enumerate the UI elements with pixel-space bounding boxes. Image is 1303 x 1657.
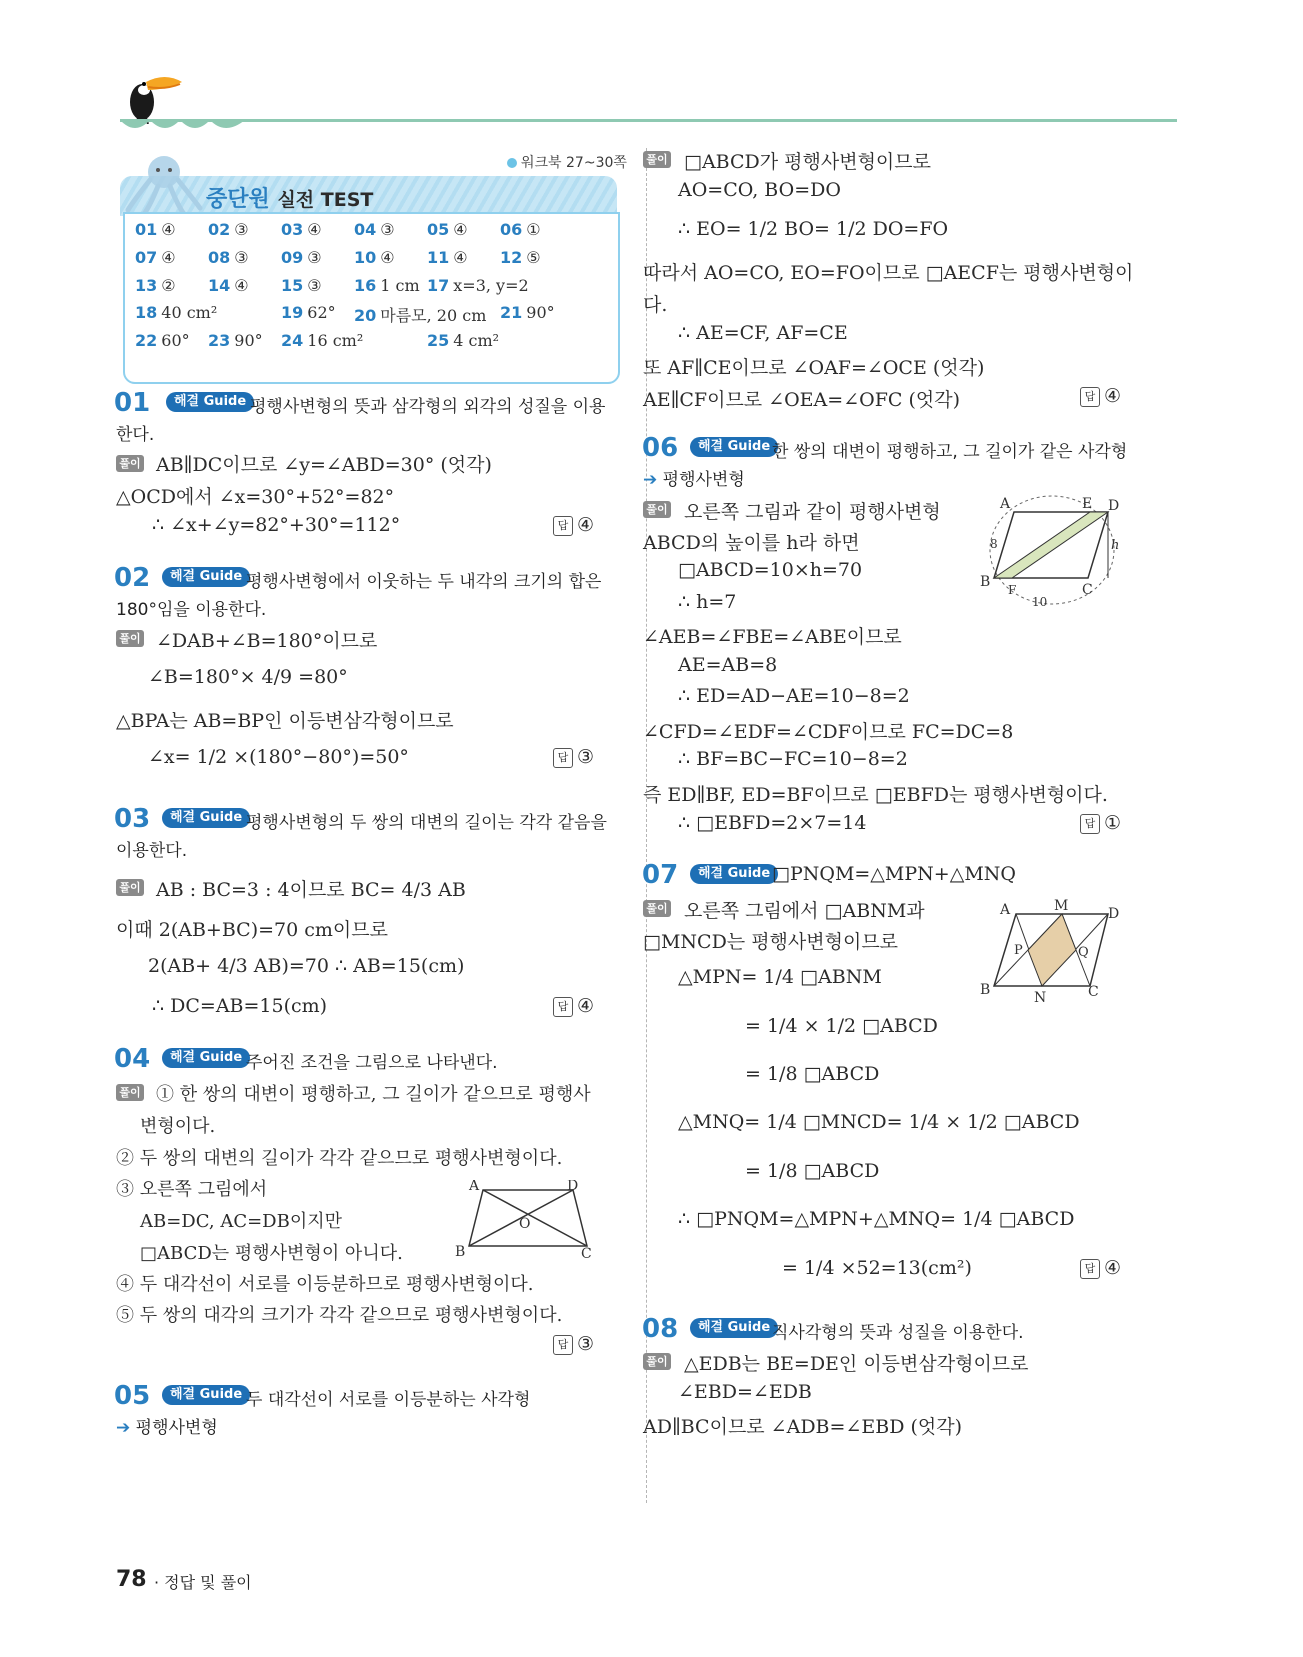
solution-line: △EDB는 BE=DE인 이등변삼각형이므로: [684, 1353, 1029, 1375]
answer-item: [427, 220, 468, 239]
solution-line: △BPA는 AB=BP인 이등변삼각형이므로: [116, 710, 454, 732]
question-number: 01: [114, 388, 151, 418]
solution-badge: 풀이: [116, 879, 144, 896]
solution-line: ∴ BF=BC−FC=10−8=2: [678, 748, 908, 770]
answer-icon: 답: [553, 997, 573, 1017]
point-label-N: N: [1034, 990, 1047, 1006]
answer-number: 25: [427, 331, 450, 350]
solution-line: 다.: [643, 294, 668, 316]
solution-line: 또 AF∥CE이므로 ∠OAF=∠OCE (엇각): [643, 357, 985, 379]
solution-badge: 풀이: [643, 501, 671, 518]
solution-line: 이때 2(AB+BC)=70 cm이므로: [116, 919, 388, 941]
final-answer: 답 ④: [1080, 1257, 1121, 1279]
guide-text-cont: ➔ 평행사변형: [643, 470, 745, 490]
answer-number: 06: [500, 220, 523, 239]
solution-line: ④ 두 대각선이 서로를 이등분하므로 평행사변형이다.: [116, 1274, 534, 1295]
solution-line: ∴ AE=CF, AF=CE: [678, 322, 848, 344]
solution-line: ② 두 쌍의 대변의 길이가 각각 같으므로 평행사변형이다.: [116, 1148, 563, 1169]
side-label-8: 8: [990, 537, 998, 551]
answer-item: [135, 248, 176, 267]
final-answer: 답 ④: [553, 995, 594, 1017]
column-divider: [646, 148, 647, 1503]
answer-icon: 답: [553, 516, 573, 536]
point-label-A: A: [1000, 496, 1011, 512]
question-number: 08: [642, 1314, 679, 1344]
answer-value: ④: [307, 220, 322, 239]
arrow-icon: ➔: [116, 1418, 131, 1438]
answer-icon: 답: [553, 1335, 573, 1355]
answer-item: [208, 220, 249, 239]
answer-value: ④: [453, 220, 468, 239]
guide-badge: 해결 Guide: [690, 864, 778, 884]
final-answer: 답 ④: [553, 514, 594, 536]
toucan-illustration: [120, 72, 192, 124]
solution-line: AE=AB=8: [678, 654, 778, 676]
answer-item: [354, 303, 486, 326]
q04-figure: [455, 1180, 595, 1260]
guide-text: 평행사변형에서 이웃하는 두 내각의 크기의 합은: [246, 572, 602, 592]
q06-figure: [980, 494, 1125, 612]
answer-number: 09: [281, 248, 304, 267]
solution-line: AE∥CF이므로 ∠OEA=∠OFC (엇각): [643, 389, 960, 411]
answer-number: 10: [354, 248, 377, 267]
answer-value: ⑤: [526, 248, 541, 267]
guide-text-cont: ➔ 평행사변형: [116, 1418, 218, 1438]
answer-number: 08: [208, 248, 231, 267]
answer-value: ③: [380, 220, 395, 239]
answer-value: 16 cm²: [307, 331, 364, 350]
answer-value: ③: [307, 248, 322, 267]
answer-value: ④: [234, 276, 249, 295]
answer-icon: 답: [1080, 387, 1100, 407]
solution-line: ∴ DC=AB=15(cm): [152, 995, 328, 1017]
solution-line: △MPN= 1/4 □ABNM: [678, 966, 882, 988]
q07-figure: [980, 896, 1125, 1006]
answer-item: [354, 276, 420, 295]
point-label-B: B: [980, 574, 991, 590]
solution-badge: 풀이: [116, 455, 144, 472]
solution-line: = 1/8 □ABCD: [745, 1160, 880, 1182]
answer-number: 03: [281, 220, 304, 239]
point-label-Q: Q: [1078, 945, 1089, 960]
answer-number: 01: [135, 220, 158, 239]
guide-badge: 해결 Guide: [166, 392, 254, 412]
solution-badge: 풀이: [116, 1084, 144, 1101]
page-number: 78: [116, 1567, 147, 1592]
answer-number: 05: [427, 220, 450, 239]
guide-text: 평행사변형의 뜻과 삼각형의 외각의 성질을 이용: [250, 397, 606, 417]
guide-badge: 해결 Guide: [162, 1048, 250, 1068]
point-label-M: M: [1054, 898, 1069, 914]
question-number: 02: [114, 563, 151, 593]
guide-badge: 해결 Guide: [690, 1318, 778, 1338]
solution-line: = 1/4 ×52=13(cm²): [782, 1257, 972, 1279]
workbook-reference: 워크북 27~30쪽: [507, 152, 627, 172]
height-label: h: [1111, 538, 1120, 553]
solution-line: ∴ EO= 1/2 BO= 1/2 DO=FO: [678, 218, 949, 240]
guide-badge: 해결 Guide: [162, 808, 250, 828]
answer-value: ②: [161, 276, 176, 295]
question-number: 04: [114, 1044, 151, 1074]
answer-value: 90°: [234, 331, 263, 350]
answer-item: [135, 331, 190, 350]
solution-line: ∴ □EBFD=2×7=14: [678, 812, 867, 834]
solution-badge: 풀이: [116, 630, 144, 647]
answer-item: [208, 248, 249, 267]
octopus-illustration: [124, 150, 204, 216]
solution-line: = 1/8 □ABCD: [745, 1063, 880, 1085]
guide-text: 직사각형의 뜻과 성질을 이용한다.: [772, 1323, 1024, 1343]
answer-item: [427, 248, 468, 267]
answer-item: [135, 276, 176, 295]
question-number: 05: [114, 1381, 151, 1411]
point-label-F: F: [1008, 583, 1017, 597]
answer-item: [500, 220, 541, 239]
solution-line: 2(AB+ 4/3 AB)=70 ∴ AB=15(cm): [148, 955, 465, 977]
answer-item: [281, 276, 322, 295]
point-label-E: E: [1082, 496, 1093, 512]
solution-line: ∠AEB=∠FBE=∠ABE이므로: [643, 626, 902, 648]
solution-line: □ABCD는 평행사변형이 아니다.: [140, 1243, 403, 1264]
answer-number: 22: [135, 331, 158, 350]
solution-line: = 1/4 × 1/2 □ABCD: [745, 1015, 938, 1037]
solution-line: AB=DC, AC=DB이지만: [140, 1211, 342, 1232]
solution-line: 오른쪽 그림과 같이 평행사변형: [684, 501, 941, 523]
solution-line: 변형이다.: [140, 1116, 216, 1137]
answer-number: 23: [208, 331, 231, 350]
point-label-D: D: [1108, 906, 1120, 922]
guide-badge: 해결 Guide: [162, 1385, 250, 1405]
question-number: 07: [642, 860, 679, 890]
point-label-D: D: [567, 1180, 579, 1194]
answer-item: [427, 331, 499, 350]
final-answer: 답 ③: [553, 1333, 594, 1355]
solution-line: ABCD의 높이를 h라 하면: [643, 532, 860, 554]
guide-text: 평행사변형의 두 쌍의 대변의 길이는 각각 같음을: [246, 813, 607, 833]
final-answer: 답 ③: [553, 746, 594, 768]
solution-line: ∴ ∠x+∠y=82°+30°=112°: [152, 514, 401, 536]
solution-line: AO=CO, BO=DO: [678, 179, 841, 201]
answer-number: 18: [135, 303, 158, 322]
point-label-D: D: [1108, 498, 1120, 514]
answer-item: [135, 220, 176, 239]
solution-line: 오른쪽 그림에서 □ABNM과: [684, 900, 925, 922]
guide-badge: 해결 Guide: [162, 567, 250, 587]
answer-value: ①: [526, 220, 541, 239]
answer-item: [354, 248, 395, 267]
arrow-icon: ➔: [643, 470, 658, 490]
answer-number: 15: [281, 276, 304, 295]
point-label-O: O: [519, 1216, 531, 1232]
answer-number: 20: [354, 306, 377, 325]
answer-value: 60°: [161, 331, 190, 350]
answer-value: 4 cm²: [453, 331, 500, 350]
guide-badge: 해결 Guide: [690, 437, 778, 457]
answer-number: 17: [427, 276, 450, 295]
answer-item: [135, 303, 217, 322]
solution-line: ∴ h=7: [678, 591, 737, 613]
answer-number: 14: [208, 276, 231, 295]
answer-value: ④: [161, 220, 176, 239]
solution-line: ∴ □PNQM=△MPN+△MNQ= 1/4 □ABCD: [678, 1208, 1075, 1230]
answer-value: x=3, y=2: [453, 276, 529, 295]
point-label-B: B: [455, 1244, 466, 1260]
answer-value: 40 cm²: [161, 303, 218, 322]
answer-item: [500, 248, 541, 267]
solution-line: □MNCD는 평행사변형이므로: [643, 931, 899, 953]
answer-item: [208, 331, 263, 350]
point-label-B: B: [980, 982, 991, 998]
answer-item: [208, 276, 249, 295]
answer-item: [427, 276, 529, 295]
answer-item: [281, 248, 322, 267]
answer-item: [500, 303, 555, 322]
solution-badge: 풀이: [643, 151, 671, 168]
answer-icon: 답: [1080, 1259, 1100, 1279]
solution-line: △MNQ= 1/4 □MNCD= 1/4 × 1/2 □ABCD: [678, 1111, 1080, 1133]
solution-line: 즉 ED∥BF, ED=BF이므로 □EBFD는 평행사변형이다.: [643, 784, 1108, 806]
header-wave-decoration: [120, 120, 245, 136]
guide-text: 한 쌍의 대변이 평행하고, 그 길이가 같은 사각형: [772, 442, 1128, 462]
final-answer: 답 ①: [1080, 812, 1121, 834]
answer-item: [281, 303, 336, 322]
header-rule: [120, 119, 1177, 122]
point-label-C: C: [1082, 582, 1093, 598]
point-label-P: P: [1014, 943, 1023, 958]
solution-line: ∠x= 1/2 ×(180°−80°)=50°: [148, 746, 409, 768]
guide-text: 두 대각선이 서로를 이등분하는 사각형: [246, 1390, 531, 1410]
answer-value: 90°: [526, 303, 555, 322]
guide-text: 주어진 조건을 그림으로 나타낸다.: [246, 1053, 498, 1073]
answer-value: ④: [161, 248, 176, 267]
answer-value: ③: [234, 220, 249, 239]
solution-line: □ABCD=10×h=70: [678, 559, 863, 581]
guide-text-cont: 180°임을 이용한다.: [116, 600, 267, 620]
answer-number: 12: [500, 248, 523, 267]
guide-text-cont: 한다.: [116, 425, 155, 445]
answer-item: [281, 220, 322, 239]
answer-value: 마름모, 20 cm: [380, 306, 487, 325]
solution-line: AD∥BC이므로 ∠ADB=∠EBD (엇각): [643, 1416, 963, 1438]
answer-value: ④: [380, 248, 395, 267]
answer-value: ③: [307, 276, 322, 295]
question-number: 06: [642, 433, 679, 463]
answer-item: [281, 331, 363, 350]
point-label-C: C: [1088, 984, 1099, 1000]
solution-line: ∠B=180°× 4/9 =80°: [148, 666, 348, 688]
answer-number: 02: [208, 220, 231, 239]
point-label-A: A: [469, 1180, 480, 1194]
solution-line: ③ 오른쪽 그림에서: [116, 1179, 268, 1200]
answer-number: 24: [281, 331, 304, 350]
point-label-C: C: [581, 1246, 592, 1260]
answer-number: 04: [354, 220, 377, 239]
bullet-icon: [507, 158, 517, 168]
answer-value: 62°: [307, 303, 336, 322]
answer-number: 07: [135, 248, 158, 267]
solution-badge: 풀이: [643, 900, 671, 917]
answer-value: ④: [453, 248, 468, 267]
point-label-A: A: [1000, 902, 1011, 918]
solution-line: ① 한 쌍의 대변이 평행하고, 그 길이가 같으므로 평행사: [156, 1084, 591, 1105]
answer-value: ③: [234, 248, 249, 267]
guide-text-cont: 이용한다.: [116, 841, 188, 861]
answer-number: 11: [427, 248, 450, 267]
section-title: 중단원 실전 TEST: [206, 187, 374, 212]
solution-line: △OCD에서 ∠x=30°+52°=82°: [116, 486, 395, 508]
answer-number: 21: [500, 303, 523, 322]
answer-value: 1 cm: [380, 276, 420, 295]
guide-text: □PNQM=△MPN+△MNQ: [772, 863, 1016, 885]
answer-icon: 답: [1080, 814, 1100, 834]
solution-line: ∠EBD=∠EDB: [678, 1381, 812, 1403]
answer-number: 16: [354, 276, 377, 295]
solution-badge: 풀이: [643, 1353, 671, 1370]
answer-icon: 답: [553, 748, 573, 768]
side-label-10: 10: [1032, 595, 1048, 609]
solution-line: AB : BC=3 : 4이므로 BC= 4/3 AB: [156, 879, 466, 901]
footer-section-label: · 정답 및 풀이: [154, 1573, 252, 1592]
solution-line: AB∥DC이므로 ∠y=∠ABD=30° (엇각): [156, 454, 492, 476]
answer-number: 19: [281, 303, 304, 322]
solution-line: 따라서 AO=CO, EO=FO이므로 □AECF는 평행사변형이: [643, 262, 1134, 284]
solution-line: ∴ ED=AD−AE=10−8=2: [678, 685, 910, 707]
answer-item: [354, 220, 395, 239]
final-answer: 답 ④: [1080, 385, 1121, 407]
solution-line: □ABCD가 평행사변형이므로: [684, 151, 931, 173]
answer-number: 13: [135, 276, 158, 295]
solution-line: ∠CFD=∠EDF=∠CDF이므로 FC=DC=8: [643, 721, 1014, 743]
solution-line: ⑤ 두 쌍의 대각의 크기가 각각 같으므로 평행사변형이다.: [116, 1305, 563, 1326]
question-number: 03: [114, 804, 151, 834]
solution-line: ∠DAB+∠B=180°이므로: [156, 630, 378, 652]
